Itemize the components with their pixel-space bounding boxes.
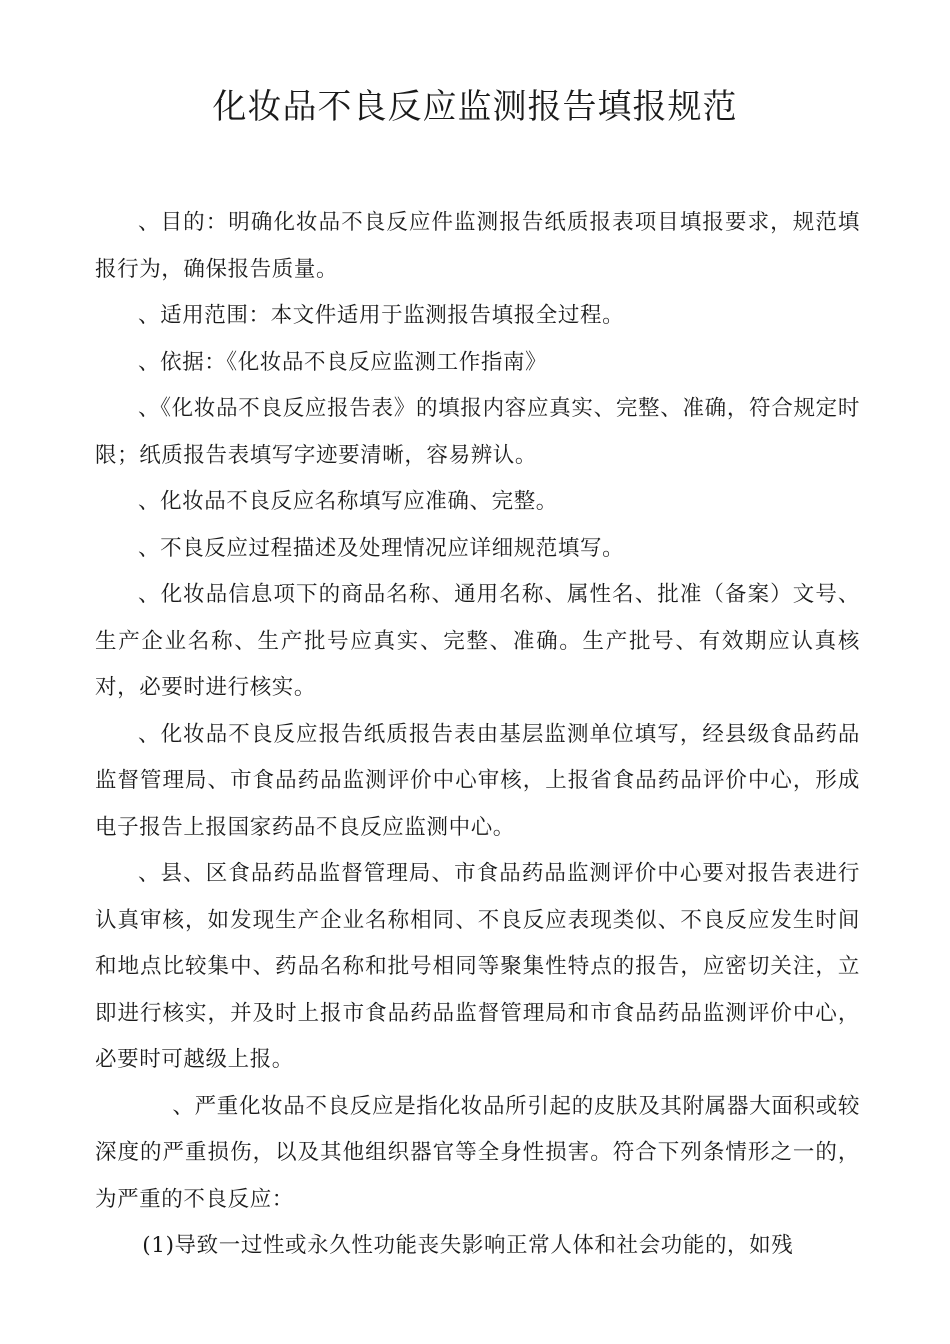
paragraph-reaction-name: 、化妆品不良反应名称填写应准确、完整。 xyxy=(138,489,558,514)
paragraph-product-info: 、化妆品信息项下的商品名称、通用名称、属性名、批准（备案）文号、生产企业名称、生产批号应真实、完整、准确。生产批号、有效期应认真核对，必要时进行核实。 xyxy=(95,582,860,700)
document-title: 化妆品不良反应监测报告填报规范 xyxy=(212,87,738,127)
paragraph-review: 、县、区食品药品监督管理局、市食品药品监测评价中心要对报告表进行认真审核，如发现生产企业名称相同、不良反应表现类似、不良反应发生时间和地点比较集中、药品名称和批号相同等聚集性特点的报告，应密切关注，立即进行核实，并及时上报市食品药品监督管理局和市食品药品监测评价中心，必要时可越级上报。 xyxy=(95,861,860,1072)
document-body xyxy=(95,200,860,1270)
paragraph-basis: 、依据：《化妆品不良反应监测工作指南》 xyxy=(138,349,548,375)
paragraph-report-form: 、《化妆品不良反应报告表》的填报内容应真实、完整、准确，符合规定时限；纸质报告表填写字迹要清晰，容易辨认。 xyxy=(95,396,860,468)
paragraph-process-description: 、不良反应过程描述及处理情况应详细规范填写。 xyxy=(138,535,625,561)
paragraph-purpose: 、目的：明确化妆品不良反应件监测报告纸质报表项目填报要求，规范填报行为，确保报告质量。 xyxy=(95,210,860,282)
list-item-serious-criterion-1: (1)导致一过性或永久性功能丧失影响正常人体和社会功能的，如残 xyxy=(142,1233,794,1258)
paragraph-submission-flow: 、化妆品不良反应报告纸质报告表由基层监测单位填写，经县级食品药品监督管理局、市食品药品监测评价中心审核，上报省食品药品评价中心，形成电子报告上报国家药品不良反应监测中心。 xyxy=(95,721,860,840)
paragraph-serious-reaction: 、严重化妆品不良反应是指化妆品所引起的皮肤及其附属器大面积或较深度的严重损伤，以及其他组织器官等全身性损害。符合下列条情形之一的，为严重的不良反应： xyxy=(95,1093,860,1212)
paragraph-scope: 、适用范围：本文件适用于监测报告填报全过程。 xyxy=(138,303,625,328)
